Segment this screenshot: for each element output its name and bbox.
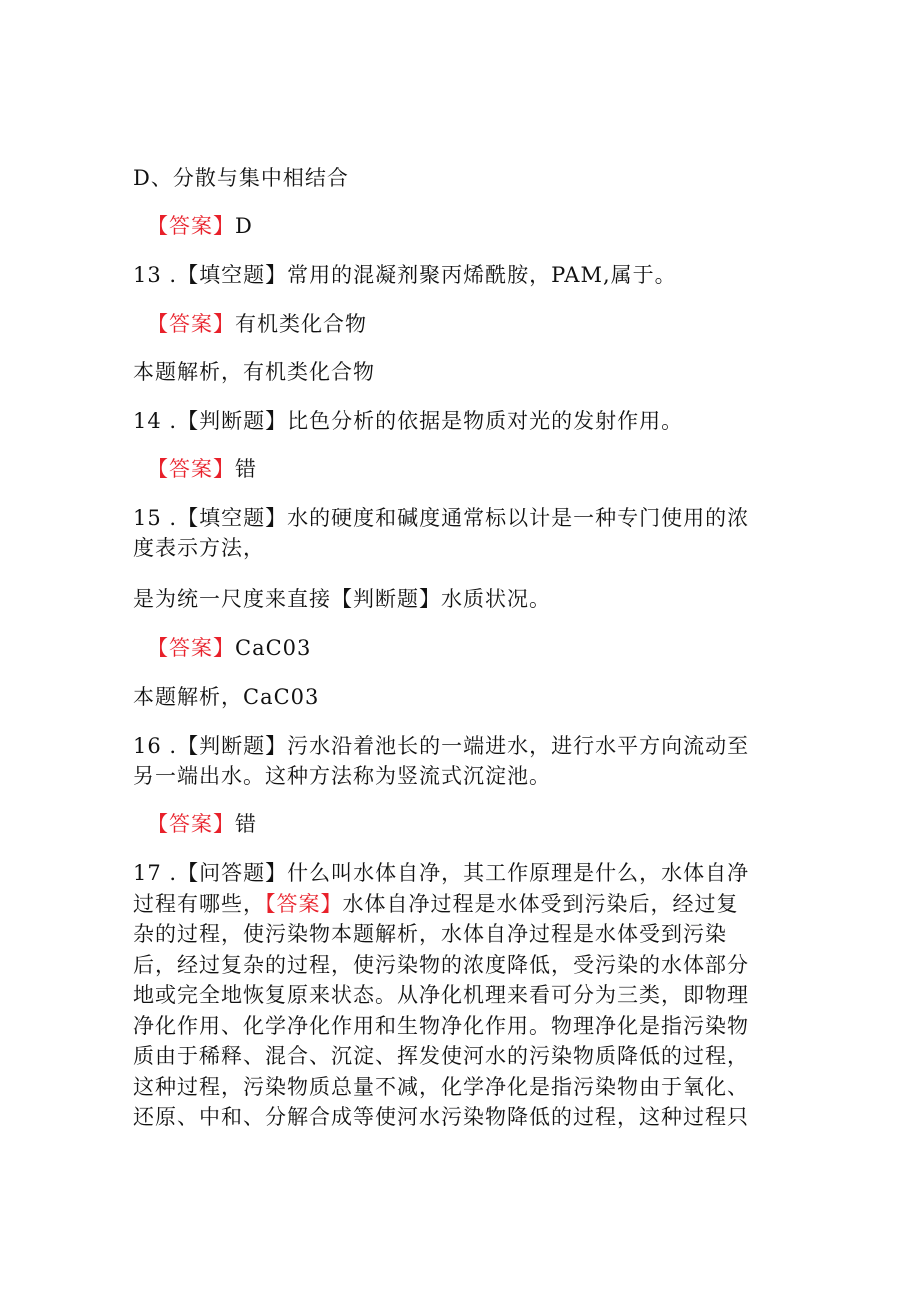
answer-16 [147, 812, 257, 836]
answer-label: 【答案】 [147, 812, 235, 836]
answer-label: 【答案】 [147, 636, 235, 660]
answer-12 [147, 214, 253, 238]
explanation-13: 本题解析，有机类化合物 [133, 360, 375, 384]
question-17-line-8: 这种过程，污染物质总量不减，化学净化是指污染物由于氧化、 [133, 1074, 749, 1099]
answer-13 [147, 312, 367, 336]
answer-15 [147, 636, 311, 660]
question-17-line-6: 净化作用、化学净化作用和生物净化作用。物理净化是指污染物 [133, 1013, 749, 1038]
answer-14 [147, 457, 257, 481]
answer-value: CaC03 [235, 636, 312, 660]
question-14: 14 .【判断题】比色分析的依据是物质对光的发射作用。 [133, 409, 684, 433]
answer-value: 错 [235, 812, 257, 836]
question-17-line-7: 质由于稀释、混合、沉淀、挥发使河水的污染物质降低的过程， [133, 1044, 749, 1068]
question-15-line-2: 度表示方法， [133, 536, 265, 560]
answer-value: 错 [235, 457, 257, 481]
question-17-line-2 [133, 889, 788, 920]
answer-label: 【答案】 [147, 214, 235, 238]
explanation-15: 本题解析，CaC03 [133, 685, 320, 709]
question-16-line-1: 16 .【判断题】污水沿着池长的一端进水，进行水平方向流动至 [133, 734, 750, 758]
option-d: D、分散与集中相结合 [133, 166, 349, 190]
answer-label: 【答案】 [265, 891, 343, 916]
question-13: 13 .【填空题】常用的混凝剂聚丙烯酰胺，PAM,属于。 [133, 263, 677, 287]
question-17-line-4: 后，经过复杂的过程，使污染物的浓度降低，受污染的水体部分 [133, 952, 749, 977]
question-17-line-2-pre: 过程有哪些， [133, 891, 265, 916]
answer-value: D [235, 214, 253, 238]
question-17-line-3: 杂的过程，使污染物本题解析，水体自净过程是水体受到污染 [133, 922, 727, 946]
answer-value: 有机类化合物 [235, 312, 367, 336]
answer-label: 【答案】 [147, 312, 235, 336]
question-17-line-2-post: 水体自净过程是水体受到污染后，经过复 [342, 891, 739, 916]
question-17-line-9: 还原、中和、分解合成等使河水污染物降低的过程，这种过程只 [133, 1105, 749, 1129]
question-17-line-5: 地或完全地恢复原来状态。从净化机理来看可分为三类，即物理 [133, 983, 749, 1007]
question-16-line-2: 另一端出水。这种方法称为竖流式沉淀池。 [133, 764, 551, 788]
question-17-line-1: 17 .【问答题】什么叫水体自净，其工作原理是什么，水体自净 [133, 861, 750, 885]
question-15-line-3: 是为统一尺度来直接【判断题】水质状况。 [133, 587, 551, 611]
answer-label: 【答案】 [147, 457, 235, 481]
question-17 [133, 858, 788, 1133]
question-15-line-1: 15 .【填空题】水的硬度和碱度通常标以计是一种专门使用的浓 [133, 506, 750, 530]
